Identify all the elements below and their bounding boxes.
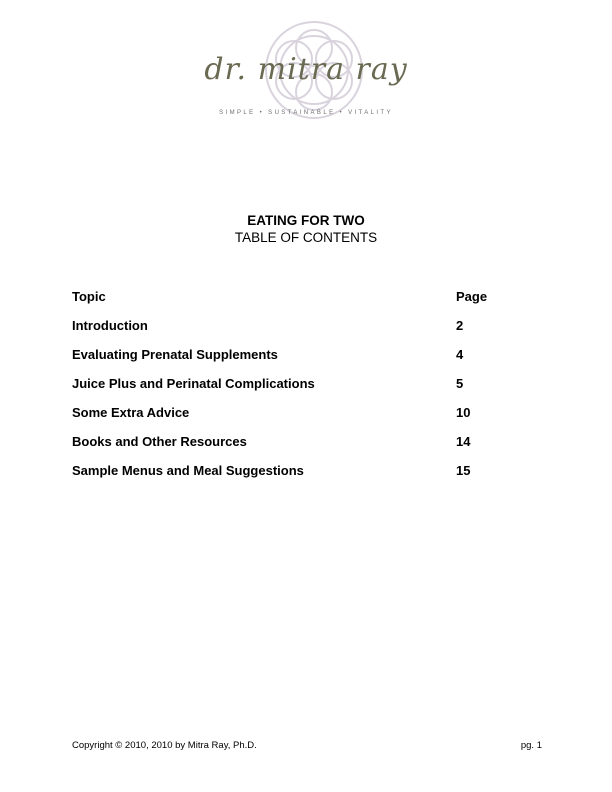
topic-column-header: Topic [72, 289, 106, 304]
toc-entry [72, 434, 512, 463]
toc-entry-topic: Juice Plus and Perinatal Complications [72, 376, 315, 391]
toc-entry-topic: Sample Menus and Meal Suggestions [72, 463, 304, 478]
page-number: pg. 1 [520, 740, 542, 751]
toc-entry [72, 405, 512, 434]
toc-entry [72, 347, 512, 376]
title-line-2: TABLE OF CONTENTS [234, 230, 378, 245]
table-of-contents [72, 289, 512, 492]
toc-entry-page: 5 [456, 376, 464, 391]
toc-entry-page: 4 [456, 347, 464, 362]
toc-entry-topic: Books and Other Resources [72, 434, 247, 449]
toc-header-row [72, 289, 512, 318]
logo-block [0, 10, 612, 130]
logo-text: dr. mitra ray [204, 52, 408, 87]
toc-entry-topic: Evaluating Prenatal Supplements [72, 347, 278, 362]
copyright-text: Copyright © 2010, 2010 by Mitra Ray, Ph.D. [72, 740, 257, 751]
toc-entry [72, 463, 512, 492]
title-line-1: EATING FOR TWO [247, 213, 365, 228]
document-title [0, 212, 612, 246]
page-column-header: Page [456, 289, 488, 304]
toc-entry-page: 14 [456, 434, 471, 449]
toc-entry-page: 2 [456, 318, 464, 333]
toc-entry-page: 15 [456, 463, 471, 478]
toc-entry-page: 10 [456, 405, 471, 420]
logo-tagline: SIMPLE • SUSTAINABLE • VITALITY [219, 110, 393, 116]
toc-entry-topic: Introduction [72, 318, 148, 333]
toc-entry [72, 318, 512, 347]
toc-entry-topic: Some Extra Advice [72, 405, 190, 420]
toc-entry [72, 376, 512, 405]
